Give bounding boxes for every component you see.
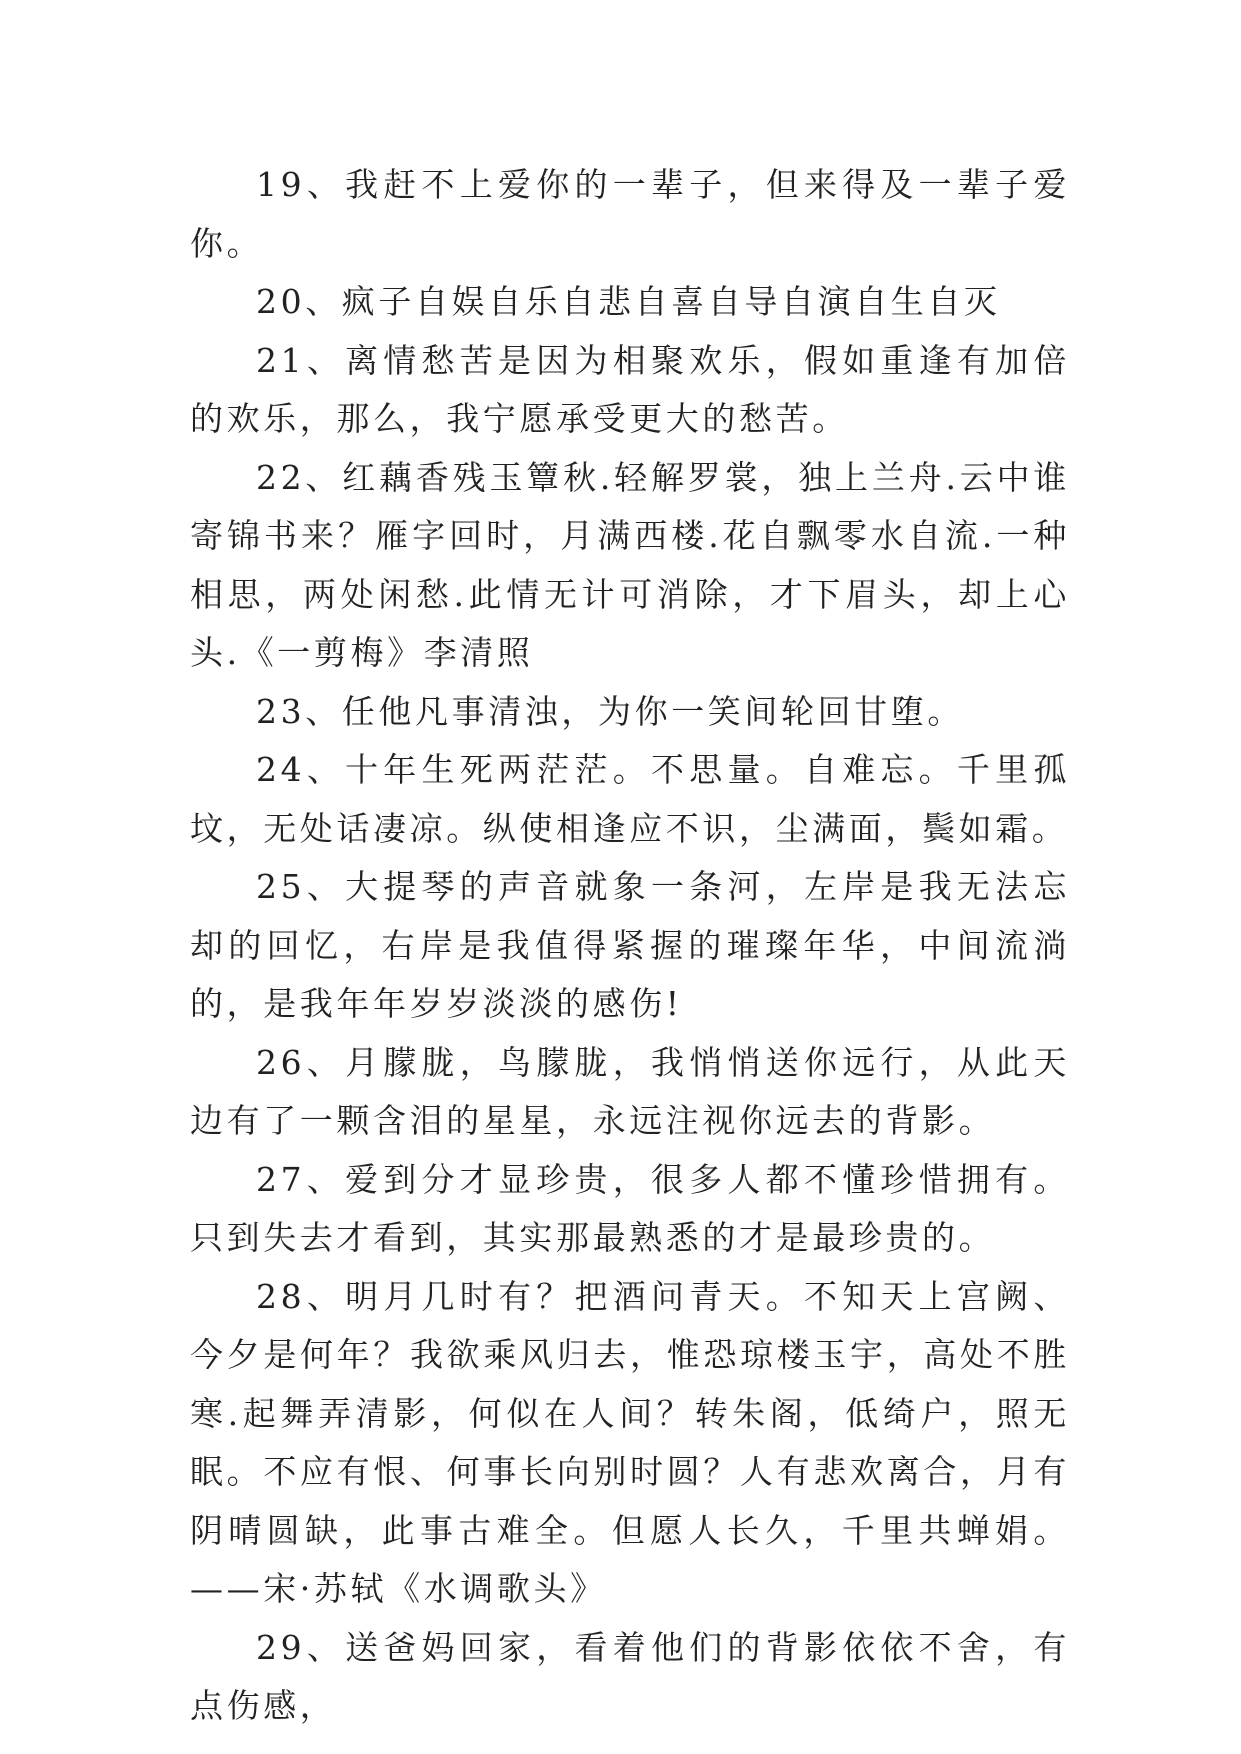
paragraph-24: 24、十年生死两茫茫。不思量。自难忘。千里孤坟，无处话凄凉。纵使相逢应不识，尘满面，鬓如霜。 [190,750,1070,848]
body-text [190,156,1070,1736]
paragraph-26: 26、月朦胧，鸟朦胧，我悄悄送你远行，从此天边有了一颗含泪的星星，永远注视你远去的背影。 [190,1042,1070,1140]
paragraph-21: 21、离情愁苦是因为相聚欢乐，假如重逢有加倍的欢乐，那么，我宁愿承受更大的愁苦。 [190,340,1070,438]
paragraph-20: 20、疯子自娱自乐自悲自喜自导自演自生自灭 [256,282,1001,321]
paragraph-27: 27、爱到分才显珍贵，很多人都不懂珍惜拥有。只到失去才看到，其实那最熟悉的才是最珍贵的。 [190,1159,1070,1257]
paragraph-29: 29、送爸妈回家，看着他们的背影依依不舍，有点伤感， [190,1627,1070,1725]
paragraph-28: 28、明月几时有？把酒问青天。不知天上宫阙、今夕是何年？我欲乘风归去，惟恐琼楼玉宇，高处不胜寒.起舞弄清影，何似在人间？转朱阁，低绮户，照无眠。不应有恨、何事长向别时圆？人有悲欢离合，月有阴晴圆缺，此事古难全。但愿人长久，千里共蝉娟。——宋·苏轼《水调歌头》 [190,1276,1070,1608]
paragraph-22: 22、红藕香残玉簟秋.轻解罗裳，独上兰舟.云中谁寄锦书来？雁字回时，月满西楼.花自飘零水自流.一种相思，两处闲愁.此情无计可消除，才下眉头，却上心头.《一剪梅》李清照 [190,457,1070,672]
paragraph-23: 23、任他凡事清浊，为你一笑间轮回甘堕。 [256,691,964,731]
paragraph-19: 19、我赶不上爱你的一辈子，但来得及一辈子爱你。 [190,165,1070,263]
paragraph-25: 25、大提琴的声音就象一条河，左岸是我无法忘却的回忆，右岸是我值得紧握的璀璨年华，中间流淌的，是我年年岁岁淡淡的感伤! [190,867,1070,1023]
